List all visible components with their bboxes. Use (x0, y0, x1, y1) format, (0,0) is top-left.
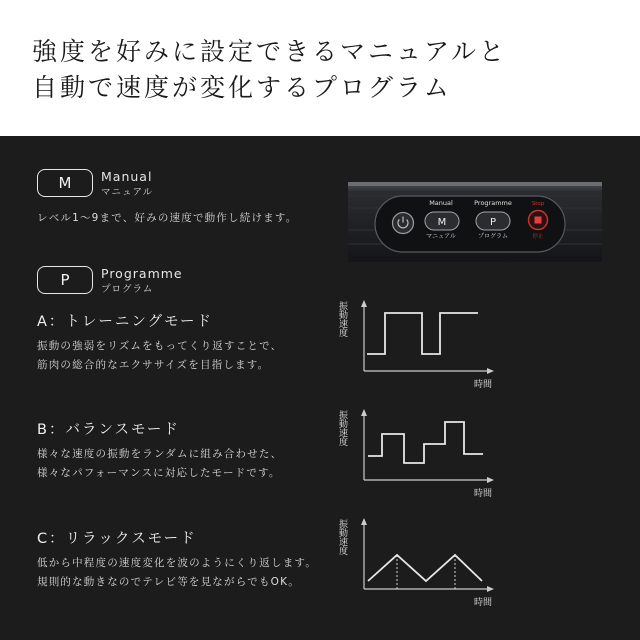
programme-key-badge: P (37, 266, 93, 294)
stop-button[interactable] (529, 211, 548, 230)
device-programme-label: Programme (474, 199, 512, 207)
programme-subtitle: プログラム (101, 284, 154, 295)
mode-a-graph-ylabel: 振動速度 (337, 301, 347, 337)
mode-b-graph-line (368, 422, 483, 463)
mode-c-graph-x-arrow (487, 586, 494, 592)
mode-a-graph-y-arrow (361, 300, 367, 307)
mode-c-graph-line (368, 555, 482, 581)
mode-b-graph-ylabel: 振動速度 (337, 410, 347, 446)
manual-subtitle: マニュアル (101, 187, 154, 198)
device-control-panel (348, 172, 602, 266)
mode-a-line-2: 筋肉の総合的なエクササイズを目指します。 (37, 359, 270, 371)
programme-title: Programme (101, 266, 183, 281)
mode-b-graph-y-arrow (361, 409, 367, 416)
mode-c-graph (337, 515, 502, 609)
feature-panel (0, 136, 640, 640)
mode-a-graph (337, 297, 502, 391)
device-stop-label: Stop (531, 201, 545, 207)
mode-b-graph-xlabel: 時間 (473, 489, 492, 499)
mode-c-title: C：リラックスモード (37, 531, 197, 547)
power-button[interactable] (393, 213, 414, 234)
device-stop-sub: 停止 (532, 234, 544, 240)
mode-b-description (37, 445, 282, 483)
stop-icon (535, 217, 542, 224)
mode-a-graph-x-arrow (487, 368, 494, 374)
mode-a-title: A：トレーニングモード (37, 314, 214, 330)
device-manual-button[interactable] (425, 212, 459, 230)
manual-description: レベル1～9まで、好みの速度で動作し続けます。 (37, 212, 298, 224)
mode-b-title: B：バランスモード (37, 422, 180, 438)
mode-c-graph-y-arrow (361, 518, 367, 525)
mode-b-line-1: 様々な速度の振動をランダムに組み合わせた、 (37, 448, 283, 460)
mode-c-graph-xlabel: 時間 (473, 598, 492, 608)
device-manual-sub: マニュアル (426, 233, 456, 240)
device-programme-button[interactable] (476, 212, 510, 230)
mode-b-graph-x-arrow (487, 477, 494, 483)
mode-b-graph (337, 406, 502, 500)
device-programme-sub: プログラム (478, 233, 508, 240)
mode-b-line-2: 様々なパフォーマンスに対応したモードです。 (37, 467, 281, 479)
mode-a-graph-line (367, 313, 478, 354)
mode-c-graph-ylabel: 振動速度 (337, 519, 347, 555)
mode-a-graph-xlabel: 時間 (473, 380, 492, 390)
mode-c-description (37, 554, 317, 592)
device-manual-key: M (437, 217, 447, 228)
headline-line-2: 自動で速度が変化するプログラム (32, 73, 452, 102)
manual-title: Manual (101, 169, 153, 184)
mode-a-line-1: 振動の強弱をリズムをもってくり返すことで、 (37, 340, 283, 352)
headline (32, 34, 612, 106)
mode-c-line-1: 低から中程度の速度変化を波のようにくり返します。 (37, 557, 317, 569)
headline-line-1: 強度を好みに設定できるマニュアルと (32, 37, 508, 66)
mode-c-line-2: 規則的な動きなのでテレビ等を見ながらでもOK。 (37, 576, 300, 588)
manual-key-badge: M (37, 169, 93, 197)
mode-a-description (37, 337, 282, 375)
device-manual-label: Manual (429, 199, 453, 207)
device-programme-key: P (489, 217, 497, 228)
